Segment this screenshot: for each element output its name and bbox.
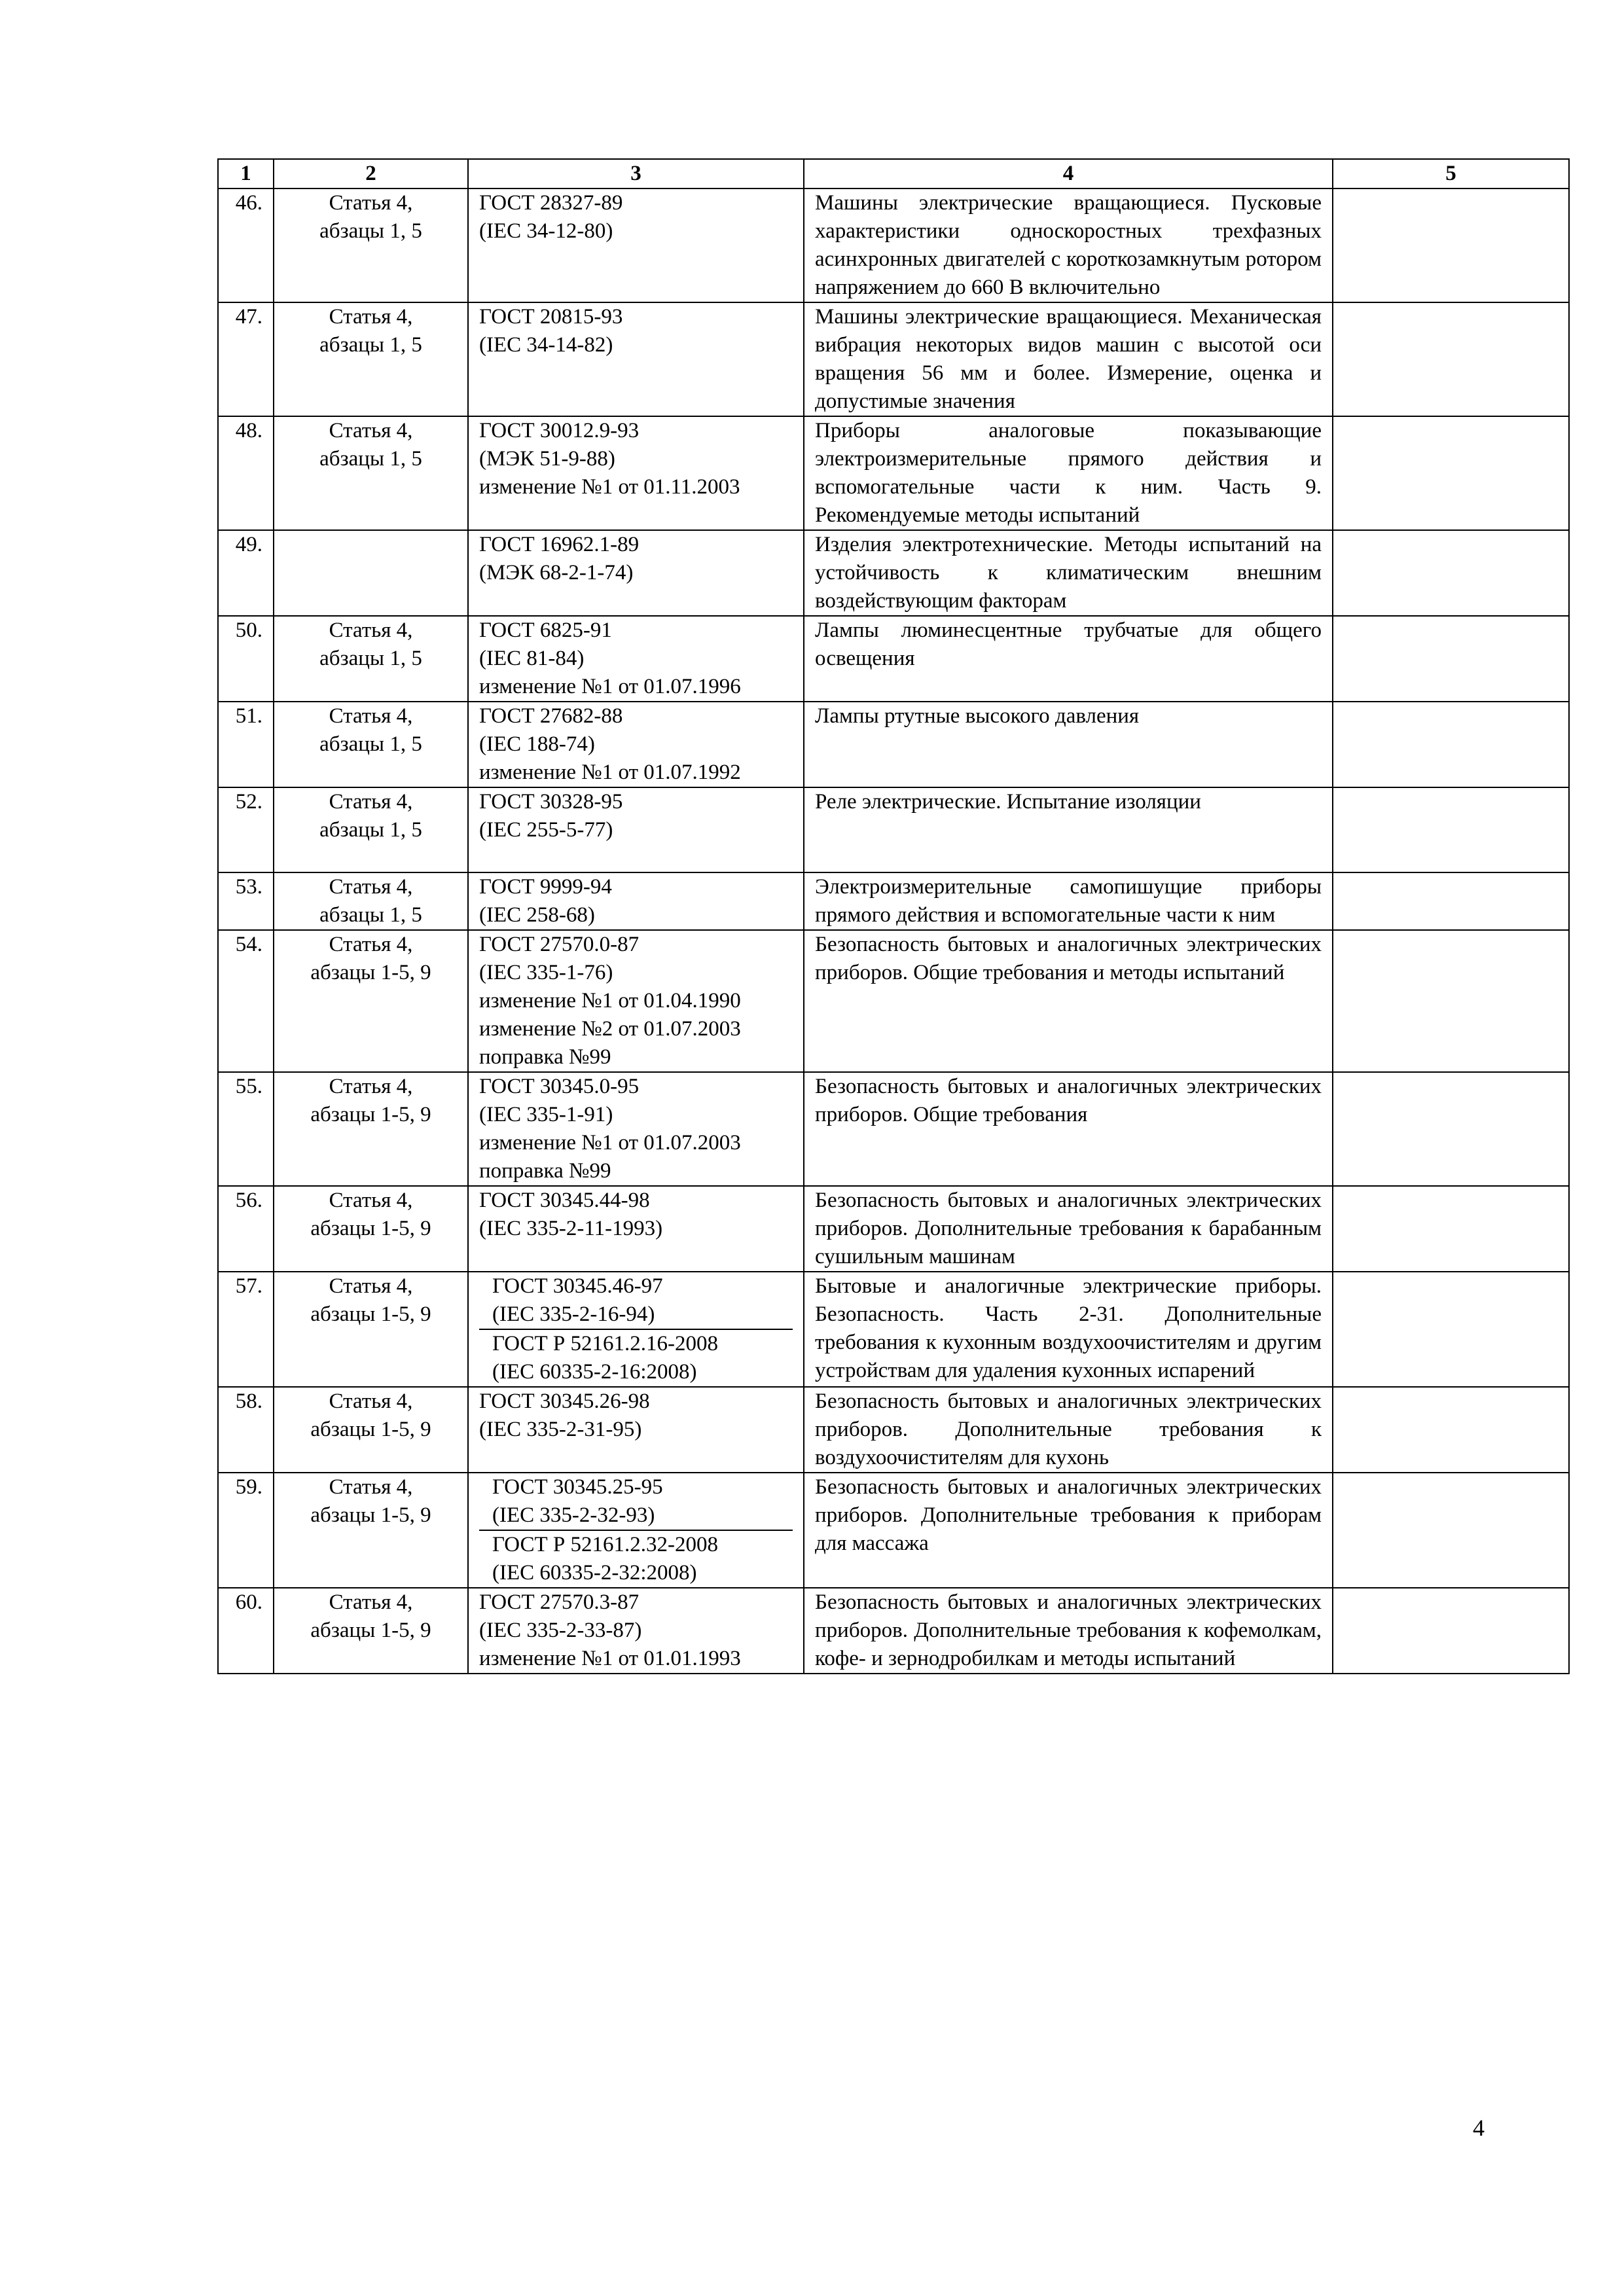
standard-line: поправка №99 xyxy=(479,1045,611,1069)
row-number: 59. xyxy=(218,1473,274,1588)
standard-title: Безопасность бытовых и аналогичных электрических приборов. Дополнительные требования к барабанным сушильным машинам xyxy=(804,1186,1333,1272)
article-line: абзацы 1, 5 xyxy=(319,647,422,670)
standard-line: ГОСТ 30345.46-97 xyxy=(492,1274,663,1298)
standard-line: ГОСТ Р 52161.2.32-2008 xyxy=(492,1533,719,1556)
article-line: Статья 4, xyxy=(329,875,413,899)
article-reference xyxy=(274,188,468,302)
article-line: абзацы 1, 5 xyxy=(319,818,422,842)
article-line: Статья 4, xyxy=(329,419,413,442)
row-number: 53. xyxy=(218,872,274,930)
standard-title: Электроизмерительные самопишущие приборы прямого действия и вспомогательные части к ним xyxy=(804,872,1333,930)
article-reference xyxy=(274,1473,468,1588)
standard-line: (IEC 335-2-31-95) xyxy=(479,1418,642,1441)
notes-cell xyxy=(1333,416,1569,530)
standard-designation xyxy=(468,930,804,1072)
article-reference xyxy=(274,1588,468,1674)
standard-line: (МЭК 51-9-88) xyxy=(479,447,615,471)
standard-line: изменение №1 от 01.04.1990 xyxy=(479,989,741,1013)
article-line: Статья 4, xyxy=(329,1390,413,1413)
standard-title: Бытовые и аналогичные электрические приборы. Безопасность. Часть 2-31. Дополнительные требования к кухонным воздухоочистителям и другим устройствам для удаления кухонных испарений xyxy=(804,1272,1333,1387)
standard-line: (IEC 255-5-77) xyxy=(479,818,613,842)
standard-line: (IEC 335-2-11-1993) xyxy=(479,1217,663,1240)
row-number: 47. xyxy=(218,302,274,416)
article-line: абзацы 1-5, 9 xyxy=(310,1103,431,1126)
standard-title: Лампы ртутные высокого давления xyxy=(804,702,1333,787)
standard-line: ГОСТ 27570.0-87 xyxy=(479,933,640,956)
standard-line: (IEC 258-68) xyxy=(479,903,595,927)
row-number: 52. xyxy=(218,787,274,872)
table-row xyxy=(218,1387,1569,1473)
standard-title: Машины электрические вращающиеся. Пусковые характеристики односкоростных трехфазных асинхронных двигателей с короткозамкнутым ротором напряжением до 660 В включительно xyxy=(804,188,1333,302)
notes-cell xyxy=(1333,1387,1569,1473)
notes-cell xyxy=(1333,1588,1569,1674)
article-reference xyxy=(274,416,468,530)
article-line: абзацы 1-5, 9 xyxy=(310,1217,431,1240)
standard-designation xyxy=(468,1588,804,1674)
standard-line: ГОСТ 30345.44-98 xyxy=(479,1189,650,1212)
standard-line: (IEC 34-12-80) xyxy=(479,219,613,243)
article-line: абзацы 1, 5 xyxy=(319,447,422,471)
standard-designation xyxy=(468,616,804,702)
article-line: Статья 4, xyxy=(329,704,413,728)
standard-line: ГОСТ 27570.3-87 xyxy=(479,1590,640,1614)
standard-title: Машины электрические вращающиеся. Механическая вибрация некоторых видов машин с высотой оси вращения 56 мм и более. Измерение, оценка и допустимые значения xyxy=(804,302,1333,416)
standard-designation xyxy=(468,530,804,616)
standard-designation xyxy=(468,1072,804,1186)
notes-cell xyxy=(1333,302,1569,416)
row-number: 50. xyxy=(218,616,274,702)
notes-cell xyxy=(1333,1272,1569,1387)
notes-cell xyxy=(1333,1072,1569,1186)
row-number: 48. xyxy=(218,416,274,530)
standard-line: изменение №1 от 01.07.2003 xyxy=(479,1131,741,1155)
standard-line: (IEC 60335-2-16:2008) xyxy=(492,1360,697,1384)
standard-line: (IEC 34-14-82) xyxy=(479,333,613,357)
standard-line: ГОСТ 9999-94 xyxy=(479,875,612,899)
row-number: 56. xyxy=(218,1186,274,1272)
notes-cell xyxy=(1333,930,1569,1072)
header-col-2: 2 xyxy=(274,159,468,188)
notes-cell xyxy=(1333,787,1569,872)
page-number: 4 xyxy=(1473,2115,1485,2141)
table-row xyxy=(218,930,1569,1072)
article-reference xyxy=(274,1387,468,1473)
article-reference xyxy=(274,787,468,872)
standard-line: ГОСТ 30012.9-93 xyxy=(479,419,640,442)
row-number: 60. xyxy=(218,1588,274,1674)
table-body xyxy=(218,188,1569,1674)
standard-line: ГОСТ 16962.1-89 xyxy=(479,533,640,556)
article-line: абзацы 1-5, 9 xyxy=(310,1503,431,1527)
notes-cell xyxy=(1333,872,1569,930)
standard-line: поправка №99 xyxy=(479,1159,611,1183)
standard-designation xyxy=(468,1272,804,1387)
standard-line: ГОСТ 30345.25-95 xyxy=(492,1475,663,1499)
standard-line: (IEC 335-1-76) xyxy=(479,961,613,984)
row-number: 57. xyxy=(218,1272,274,1387)
standard-line: ГОСТ Р 52161.2.16-2008 xyxy=(492,1332,719,1355)
standard-title: Безопасность бытовых и аналогичных электрических приборов. Общие требования xyxy=(804,1072,1333,1186)
article-line: Статья 4, xyxy=(329,1590,413,1614)
notes-cell xyxy=(1333,616,1569,702)
standard-designation xyxy=(468,1473,804,1588)
table-row xyxy=(218,1186,1569,1272)
standard-line: изменение №1 от 01.07.1992 xyxy=(479,761,741,784)
standard-line: (IEC 335-2-33-87) xyxy=(479,1619,642,1642)
table-row xyxy=(218,1473,1569,1588)
standard-designation xyxy=(468,302,804,416)
notes-cell xyxy=(1333,1186,1569,1272)
standard-group xyxy=(479,1329,793,1386)
article-reference xyxy=(274,530,468,616)
standard-line: (IEC 81-84) xyxy=(479,647,585,670)
standard-line: изменение №1 от 01.11.2003 xyxy=(479,475,740,499)
table-row xyxy=(218,787,1569,872)
notes-cell xyxy=(1333,188,1569,302)
standard-line: ГОСТ 27682-88 xyxy=(479,704,623,728)
standard-line: (IEC 335-2-16-94) xyxy=(492,1302,655,1326)
standard-group xyxy=(479,1272,793,1329)
row-number: 58. xyxy=(218,1387,274,1473)
table-row xyxy=(218,1588,1569,1674)
article-line: абзацы 1-5, 9 xyxy=(310,1418,431,1441)
standard-title: Лампы люминесцентные трубчатые для общего освещения xyxy=(804,616,1333,702)
article-line: абзацы 1, 5 xyxy=(319,219,422,243)
header-col-5: 5 xyxy=(1333,159,1569,188)
row-number: 51. xyxy=(218,702,274,787)
notes-cell xyxy=(1333,530,1569,616)
standard-designation xyxy=(468,1387,804,1473)
article-line: Статья 4, xyxy=(329,933,413,956)
standard-line: ГОСТ 20815-93 xyxy=(479,305,623,329)
article-line: абзацы 1-5, 9 xyxy=(310,961,431,984)
standard-line: ГОСТ 30345.0-95 xyxy=(479,1075,640,1098)
article-line: абзацы 1-5, 9 xyxy=(310,1619,431,1642)
article-line: Статья 4, xyxy=(329,1274,413,1298)
standard-designation xyxy=(468,702,804,787)
standard-title: Безопасность бытовых и аналогичных электрических приборов. Дополнительные требования к воздухоочистителям для кухонь xyxy=(804,1387,1333,1473)
standard-title: Безопасность бытовых и аналогичных электрических приборов. Дополнительные требования к кофемолкам, кофе- и зернодробилкам и методы испытаний xyxy=(804,1588,1333,1674)
standard-line: (IEC 335-2-32-93) xyxy=(492,1503,655,1527)
article-line: Статья 4, xyxy=(329,619,413,642)
article-line: Статья 4, xyxy=(329,1189,413,1212)
article-line: Статья 4, xyxy=(329,1075,413,1098)
table-row xyxy=(218,872,1569,930)
table-row xyxy=(218,530,1569,616)
header-col-4: 4 xyxy=(804,159,1333,188)
article-line: Статья 4, xyxy=(329,305,413,329)
article-line: абзацы 1, 5 xyxy=(319,732,422,756)
standard-line: ГОСТ 30345.26-98 xyxy=(479,1390,650,1413)
standard-line: (IEC 188-74) xyxy=(479,732,595,756)
standard-line: (МЭК 68-2-1-74) xyxy=(479,561,634,584)
row-number: 46. xyxy=(218,188,274,302)
table-row xyxy=(218,1072,1569,1186)
table-row xyxy=(218,702,1569,787)
article-reference xyxy=(274,616,468,702)
notes-cell xyxy=(1333,702,1569,787)
row-number: 54. xyxy=(218,930,274,1072)
standard-line: ГОСТ 28327-89 xyxy=(479,191,623,215)
article-reference xyxy=(274,1186,468,1272)
article-reference xyxy=(274,1272,468,1387)
standard-line: ГОСТ 30328-95 xyxy=(479,790,623,814)
standard-line: изменение №2 от 01.07.2003 xyxy=(479,1017,741,1041)
article-line: абзацы 1-5, 9 xyxy=(310,1302,431,1326)
standard-line: (IEC 60335-2-32:2008) xyxy=(492,1561,697,1585)
header-col-1: 1 xyxy=(218,159,274,188)
article-line: Статья 4, xyxy=(329,191,413,215)
notes-cell xyxy=(1333,1473,1569,1588)
row-number: 49. xyxy=(218,530,274,616)
header-row xyxy=(218,159,1569,188)
article-reference xyxy=(274,872,468,930)
article-line: Статья 4, xyxy=(329,1475,413,1499)
standard-title: Безопасность бытовых и аналогичных электрических приборов. Дополнительные требования к приборам для массажа xyxy=(804,1473,1333,1588)
table-row xyxy=(218,616,1569,702)
table-row xyxy=(218,188,1569,302)
standard-designation xyxy=(468,416,804,530)
article-line: Статья 4, xyxy=(329,790,413,814)
standard-title: Безопасность бытовых и аналогичных электрических приборов. Общие требования и методы испытаний xyxy=(804,930,1333,1072)
article-reference xyxy=(274,702,468,787)
article-line: абзацы 1, 5 xyxy=(319,903,422,927)
header-col-3: 3 xyxy=(468,159,804,188)
table-row xyxy=(218,416,1569,530)
standard-title: Приборы аналоговые показывающие электроизмерительные прямого действия и вспомогательные части к ним. Часть 9. Рекомендуемые методы испытаний xyxy=(804,416,1333,530)
standard-title: Реле электрические. Испытание изоляции xyxy=(804,787,1333,872)
table-row xyxy=(218,302,1569,416)
standard-designation xyxy=(468,188,804,302)
standard-designation xyxy=(468,787,804,872)
standard-designation xyxy=(468,1186,804,1272)
article-reference xyxy=(274,1072,468,1186)
standard-group xyxy=(479,1530,793,1587)
article-reference xyxy=(274,930,468,1072)
article-line: абзацы 1, 5 xyxy=(319,333,422,357)
article-reference xyxy=(274,302,468,416)
table-row xyxy=(218,1272,1569,1387)
standard-designation xyxy=(468,872,804,930)
standard-title: Изделия электротехнические. Методы испытаний на устойчивость к климатическим внешним воздействующим факторам xyxy=(804,530,1333,616)
standard-line: изменение №1 от 01.01.1993 xyxy=(479,1647,741,1670)
row-number: 55. xyxy=(218,1072,274,1186)
standard-line: ГОСТ 6825-91 xyxy=(479,619,612,642)
standards-table xyxy=(217,158,1570,1674)
standard-line: изменение №1 от 01.07.1996 xyxy=(479,675,741,698)
standard-line: (IEC 335-1-91) xyxy=(479,1103,613,1126)
standard-group xyxy=(479,1473,793,1530)
